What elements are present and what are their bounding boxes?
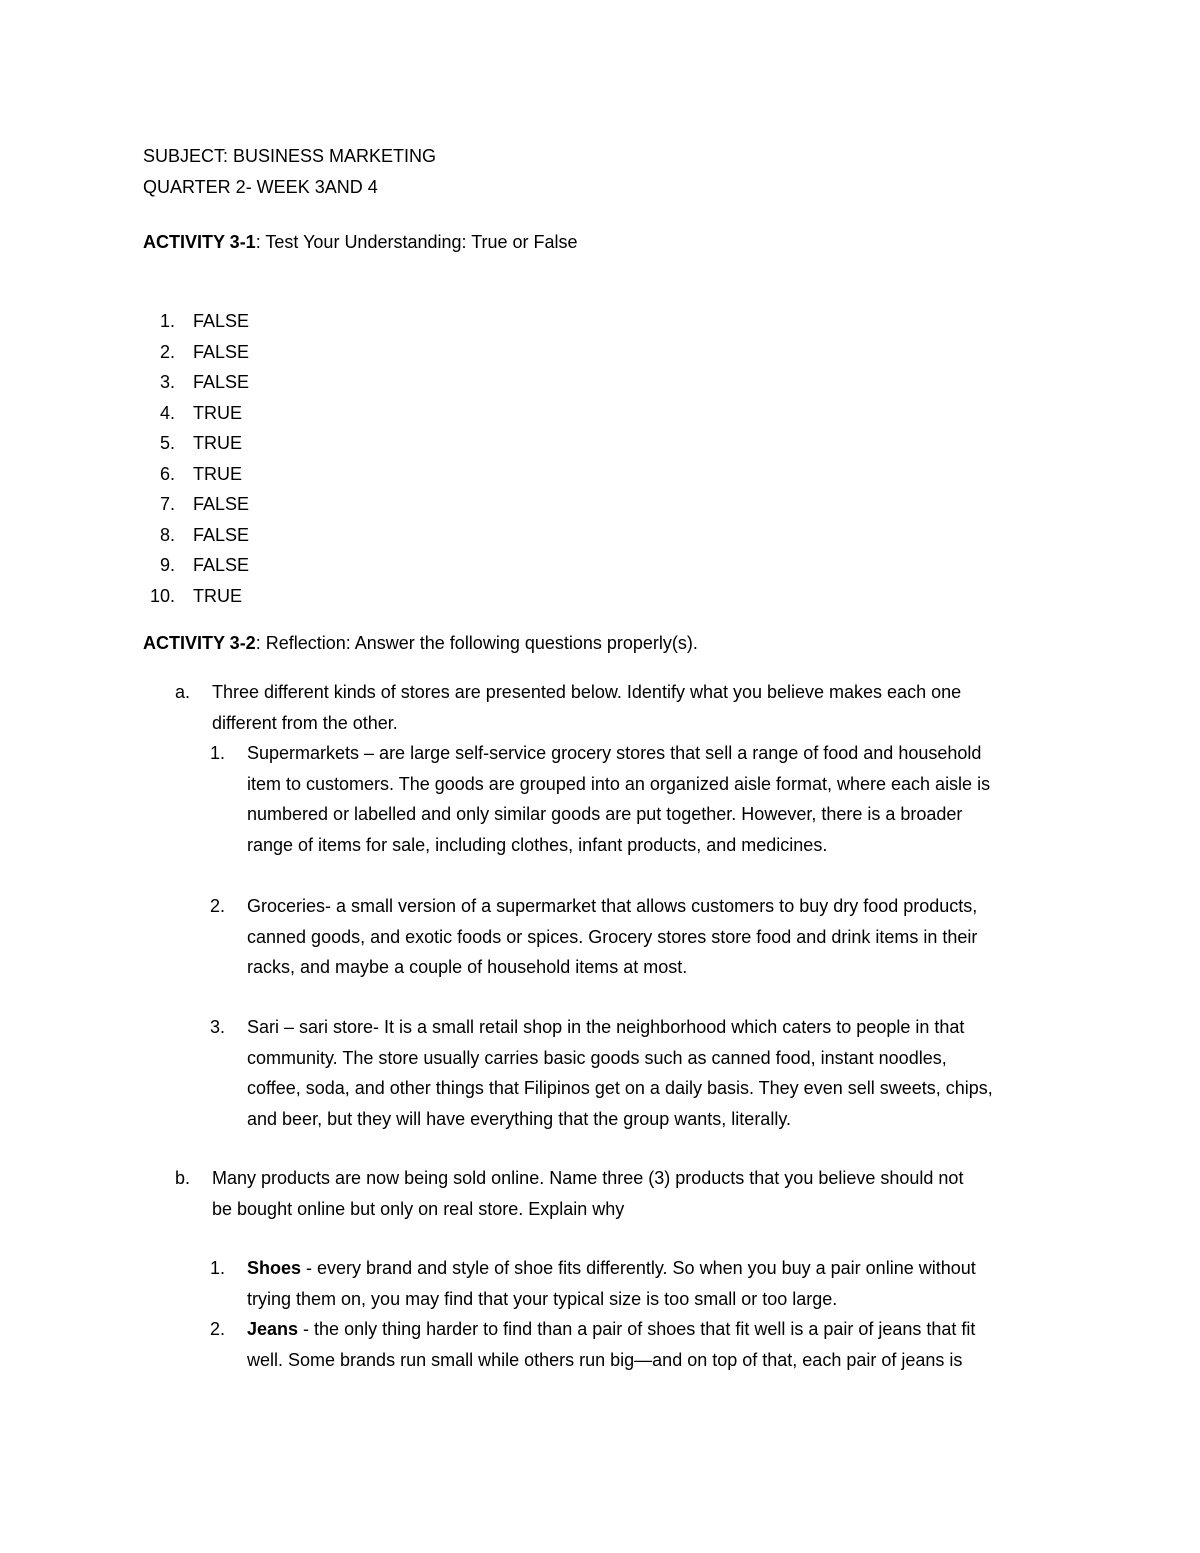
item-text-line: community. The store usually carries basic goods such as canned food, instant noodles, (247, 1047, 947, 1068)
list-item (143, 428, 249, 459)
question-a (175, 677, 1075, 738)
answer-value: TRUE (193, 463, 242, 484)
item-text-line: coffee, soda, and other things that Filipinos get on a daily basis. They even sell sweets, chips, (247, 1078, 993, 1098)
store-item-sari-sari (210, 1012, 1070, 1134)
item-description: - the only thing harder to find than a pair of shoes that fit well is a pair of jeans that fit (298, 1319, 976, 1339)
list-item (143, 398, 249, 429)
item-number: 1. (210, 1258, 226, 1278)
product-item-jeans (210, 1314, 1070, 1375)
item-number: 2. (210, 896, 226, 916)
answer-value: FALSE (193, 372, 250, 392)
answer-number: 2. (159, 341, 175, 362)
activity-2-title: : Reflection: Answer the following questions properly(s). (255, 633, 698, 653)
question-b (175, 1163, 1075, 1224)
question-marker: b. (175, 1168, 191, 1188)
item-text-line: range of items for sale, including clothes, infant products, and medicines. (247, 834, 828, 855)
item-text-line: canned goods, and exotic foods or spices. Grocery stores store food and drink items in their (247, 926, 978, 947)
answer-value: FALSE (193, 341, 250, 362)
activity-1-heading (143, 227, 1073, 258)
activity-2-label: ACTIVITY 3-2 (143, 633, 256, 653)
answer-value: FALSE (193, 555, 250, 575)
list-item (143, 306, 249, 337)
list-item (143, 489, 249, 520)
activity-1-label: ACTIVITY 3-1 (143, 232, 256, 252)
quarter-line: QUARTER 2- WEEK 3AND 4 (143, 176, 378, 197)
list-item (143, 550, 249, 581)
list-item (143, 367, 249, 398)
question-text-line: Many products are now being sold online. Name three (3) products that you believe should not (212, 1168, 964, 1188)
activity-2-heading (143, 628, 1073, 659)
question-marker: a. (175, 682, 191, 702)
answer-number: 3. (159, 372, 175, 392)
answers-list (143, 306, 249, 611)
list-item (143, 581, 249, 612)
answer-value: FALSE (193, 524, 250, 545)
list-item (143, 337, 249, 368)
answer-value: TRUE (193, 585, 242, 606)
question-text-line: Three different kinds of stores are presented below. Identify what you believe makes each one (212, 682, 962, 702)
item-text-line: racks, and maybe a couple of household items at most. (247, 957, 688, 977)
product-item-shoes (210, 1253, 1070, 1314)
answer-value: TRUE (193, 402, 242, 423)
answer-number: 8. (159, 524, 175, 545)
document-header (143, 141, 1073, 202)
store-item-supermarkets (210, 738, 1070, 860)
answer-value: FALSE (193, 311, 250, 331)
item-number: 2. (210, 1319, 226, 1339)
answer-number: 6. (159, 463, 175, 484)
answer-number: 10. (149, 585, 175, 606)
answer-number: 4. (159, 402, 175, 423)
list-item (143, 459, 249, 490)
answer-value: TRUE (193, 433, 242, 453)
answer-number: 5. (159, 433, 175, 453)
item-number: 3. (210, 1017, 226, 1037)
item-term: Shoes (247, 1258, 302, 1278)
answer-number: 7. (159, 494, 175, 514)
answer-number: 1. (159, 311, 175, 331)
item-text-line: item to customers. The goods are grouped into an organized aisle format, where each aisle is (247, 773, 991, 794)
item-text-line (247, 1314, 1070, 1345)
question-text-line: be bought online but only on real store. Explain why (212, 1198, 625, 1219)
item-term: Jeans (247, 1319, 299, 1339)
item-text-line: numbered or labelled and only similar goods are put together. However, there is a broader (247, 804, 963, 824)
item-text-line: Groceries- a small version of a supermarket that allows customers to buy dry food products, (247, 896, 978, 916)
question-text-line: different from the other. (212, 712, 398, 733)
subject-line: SUBJECT: BUSINESS MARKETING (143, 146, 437, 166)
answer-value: FALSE (193, 494, 250, 514)
item-text-line: well. Some brands run small while others run big—and on top of that, each pair of jeans is (247, 1349, 963, 1370)
item-description: - every brand and style of shoe fits differently. So when you buy a pair online without (301, 1258, 976, 1278)
item-text-line: Sari – sari store- It is a small retail shop in the neighborhood which caters to people in that (247, 1017, 965, 1037)
activity-1-title: : Test Your Understanding: True or False (255, 232, 578, 252)
store-item-groceries (210, 891, 1070, 983)
item-text-line: trying them on, you may find that your typical size is too small or too large. (247, 1288, 838, 1309)
list-item (143, 520, 249, 551)
item-text-line (247, 1253, 1070, 1284)
item-number: 1. (210, 743, 226, 763)
item-text-line: Supermarkets – are large self-service grocery stores that sell a range of food and household (247, 743, 982, 763)
answer-number: 9. (159, 555, 175, 575)
item-text-line: and beer, but they will have everything that the group wants, literally. (247, 1108, 791, 1129)
